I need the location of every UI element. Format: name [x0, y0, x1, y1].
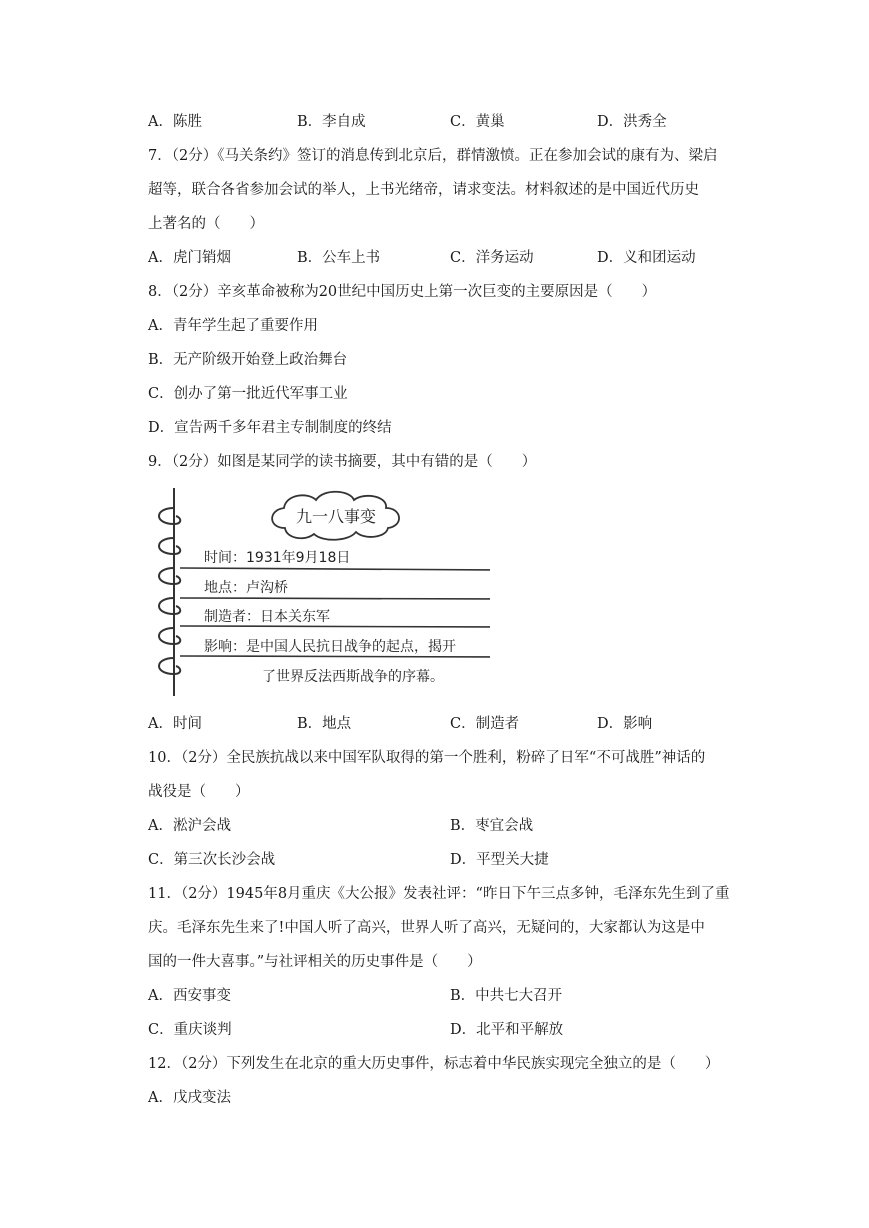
q9-stem: 9．（2分）如图是某同学的读书摘要，其中有错的是（ ） [148, 454, 537, 470]
q11-stem-line-3: 国的一件大喜事。”与社评相关的历史事件是（ ） [148, 954, 482, 970]
q11-option-a[interactable]: A．西安事变 [148, 988, 231, 1004]
q7-stem-line-2: 超等，联合各省参加会试的举人，上书光绪帝，请求变法。材料叙述的是中国近代历史 [148, 182, 699, 198]
q7-option-a[interactable]: A．虎门销烟 [148, 250, 231, 266]
q11-stem-line-1: 11．（2分）1945年8月重庆《大公报》发表社评：“昨日下午三点多钟，毛泽东先生到了重 [148, 886, 730, 902]
q11-option-d[interactable]: D．北平和平解放 [450, 1022, 564, 1038]
q9-option-c[interactable]: C．制造者 [450, 716, 520, 732]
q8-stem: 8．（2分）辛亥革命被称为20世纪中国历史上第一次巨变的主要原因是（ ） [148, 284, 657, 300]
spiral-binding-icon [159, 488, 180, 696]
q7-option-d[interactable]: D．义和团运动 [597, 250, 696, 266]
q7-option-c[interactable]: C．洋务运动 [450, 250, 534, 266]
q12-option-a[interactable]: A．戊戌变法 [148, 1090, 231, 1106]
q8-option-a[interactable]: A．青年学生起了重要作用 [148, 318, 318, 334]
q12-stem: 12．（2分）下列发生在北京的重大历史事件，标志着中华民族实现完全独立的是（ ） [148, 1056, 720, 1072]
q8-option-b[interactable]: B．无产阶级开始登上政治舞台 [148, 352, 348, 368]
figure-title: 九一八事变 [295, 507, 377, 526]
q11-stem-line-2: 庆。毛泽东先生来了!中国人听了高兴，世界人听了高兴，无疑问的，大家都认为这是中 [148, 920, 705, 936]
q10-option-c[interactable]: C．第三次长沙会战 [148, 852, 276, 868]
q11-option-c[interactable]: C．重庆谈判 [148, 1022, 232, 1038]
reading-notes-figure [150, 486, 490, 698]
q8-option-d[interactable]: D．宣告两千多年君主专制制度的终结 [148, 420, 392, 436]
figure-row-place: 地点：卢沟桥 [204, 580, 288, 596]
figure-row-impact: 影响：是中国人民抗日战争的起点，揭开 [204, 639, 456, 655]
q7-stem-line-3: 上著名的（ ） [148, 216, 264, 232]
q9-option-d[interactable]: D．影响 [597, 716, 653, 732]
figure-row-impact-cont: 了世界反法西斯战争的序幕。 [262, 669, 444, 685]
q6-option-d[interactable]: D．洪秀全 [597, 114, 667, 130]
q10-stem-line-1: 10．（2分）全民族抗战以来中国军队取得的第一个胜利，粉碎了日军“不可战胜”神话的 [148, 750, 706, 766]
q10-option-a[interactable]: A．淞沪会战 [148, 818, 231, 834]
q6-option-c[interactable]: C．黄巢 [450, 114, 505, 130]
figure-row-time: 时间：1931年9月18日 [204, 550, 351, 566]
q9-option-a[interactable]: A．时间 [148, 716, 202, 732]
q6-option-b[interactable]: B．李自成 [297, 114, 366, 130]
q6-option-a[interactable]: A．陈胜 [148, 114, 202, 130]
q9-option-b[interactable]: B．地点 [297, 716, 352, 732]
figure-row-maker: 制造者：日本关东军 [204, 609, 330, 625]
q10-option-b[interactable]: B．枣宜会战 [450, 818, 534, 834]
q11-option-b[interactable]: B．中共七大召开 [450, 988, 563, 1004]
q7-stem-line-1: 7．（2分）《马关条约》签订的消息传到北京后，群情激愤。正在参加会试的康有为、梁启 [148, 148, 718, 164]
q7-option-b[interactable]: B．公车上书 [297, 250, 381, 266]
q10-option-d[interactable]: D．平型关大捷 [450, 852, 549, 868]
q8-option-c[interactable]: C．创办了第一批近代军事工业 [148, 386, 348, 402]
q10-stem-line-2: 战役是（ ） [148, 784, 250, 800]
